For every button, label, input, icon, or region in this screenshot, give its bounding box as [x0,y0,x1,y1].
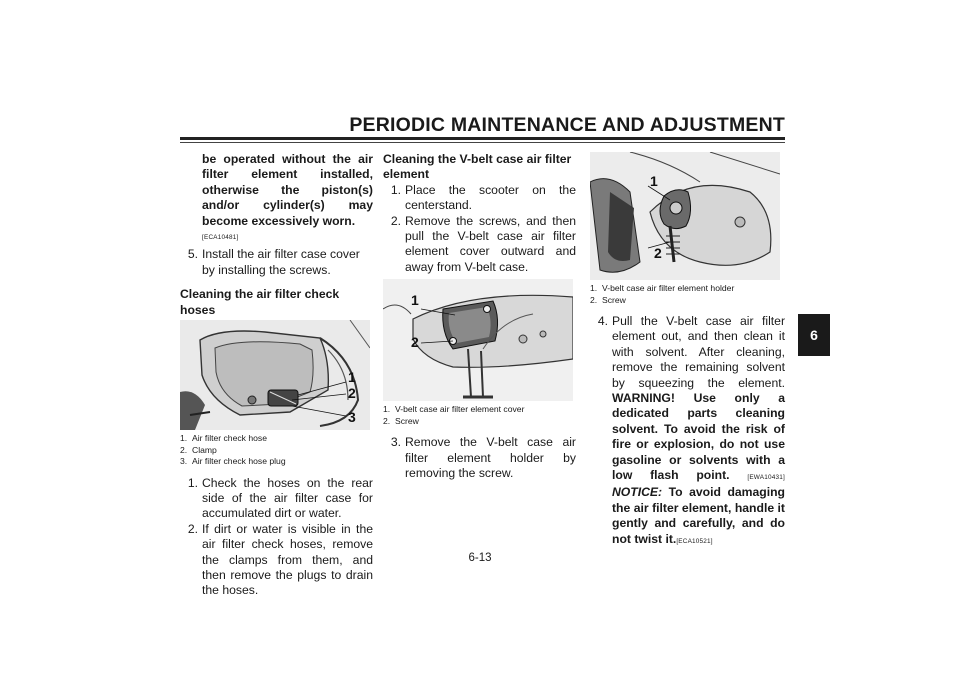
column-3 [590,152,785,549]
caption-text: Air filter check hose plug [192,456,286,467]
section-heading-vbelt: Cleaning the V-belt case air filter element [383,152,572,182]
step-number: 3. [390,435,401,450]
step-text: Remove the screws, and then pull the V-belt case air filter element cover outward and away from V-belt case. [405,213,576,274]
header-rule-thin [180,142,785,143]
column-1 [180,152,373,599]
callout-1: 1 [650,173,658,189]
caption-item [590,295,785,307]
callout-2: 2 [348,385,356,402]
caption-item [180,433,373,445]
step-3 [383,435,576,481]
caption-text: Clamp [192,444,217,455]
caption-num: 2. [383,415,391,426]
step-2 [180,522,373,599]
step-number: 2. [390,213,401,228]
photo-illustration [180,320,370,430]
step-number: 4. [597,314,608,328]
step-text [612,314,785,549]
warning-code: [ECA10481] [202,234,239,242]
step-2 [383,214,576,276]
callout-1: 1 [411,292,419,309]
step-number: 5. [187,247,198,262]
caption-text: Screw [602,294,626,305]
step-text: If dirt or water is visible in the air filter check hoses, remove the clamps from them, and then remove the plugs to drain the hoses. [202,521,373,598]
header-rule-thick [180,137,785,140]
caption-num: 1. [180,433,188,444]
page-number: 6-13 [468,552,492,564]
steps-list [180,476,373,599]
caption-item [180,445,373,457]
caption-num: 2. [180,444,188,455]
caption-item [383,416,576,428]
step-4-body: Pull the V-belt case air filter element out, and then clean it with solvent. After cleaning, remove the remaining solvent by squeezing the element. [612,314,785,390]
step-1 [180,476,373,522]
caption-item [383,404,576,416]
step-number: 2. [187,521,198,536]
step-4 [590,314,785,549]
step-text: Place the scooter on the centerstand. [405,182,576,213]
caption-num: 1. [383,404,391,415]
notice-text: To avoid damaging the air filter element, handle it gently and carefully, and do not twist it. [612,485,785,546]
step-text: Install the air filter case cover by installing the screws. [202,247,360,277]
callout-2: 2 [411,334,419,351]
notice-label: NOTICE: [612,485,663,500]
caption-num: 3. [180,456,188,467]
warning-code: [EWA10431] [747,474,785,482]
chapter-tab[interactable]: 6 [798,314,830,356]
caption-text: V-belt case air filter element holder [602,283,735,293]
figure-caption-1 [180,433,373,468]
warning-label: WARNING! [612,391,675,406]
step-text: Remove the V-belt case air filter element holder by removing the screw. [405,435,576,481]
callout-3: 3 [348,409,356,426]
callout-2: 2 [654,245,662,261]
figure-air-filter-check-hose [180,320,370,430]
step-text: Check the hoses on the rear side of the air filter case for accumulated dirt or water. [202,475,373,521]
notice-code: [ECA10521] [676,537,713,545]
figure-caption-3 [590,283,785,306]
warning-continuation: be operated without the air filter element installed, otherwise the piston(s) and/or cylinder(s) may become excessively worn. [202,152,373,228]
step-5 [180,247,373,278]
caption-text: Screw [395,415,419,426]
caption-num: 1. [590,283,598,293]
step-1 [383,183,576,214]
figure-vbelt-holder [590,152,780,280]
callout-1: 1 [348,369,356,386]
figure-vbelt-cover [383,279,573,401]
figure-caption-2 [383,404,576,427]
caption-text: Air filter check hose [192,433,267,444]
caption-text: V-belt case air filter element cover [395,404,525,415]
photo-illustration [590,152,780,280]
step-number: 1. [187,475,198,490]
column-2 [383,152,576,481]
caption-num: 2. [590,294,598,305]
caption-item [590,283,785,295]
page-header-title: PERIODIC MAINTENANCE AND ADJUSTMENT [349,114,785,136]
warning-text: Use only a dedicated parts cleaning solvent. To avoid the risk of fire or explosion, do not use gasoline or solvents with a low flash point. [612,391,786,483]
step-number: 1. [390,182,401,197]
caption-item [180,456,373,468]
section-heading-check-hoses: Cleaning the air filter check hoses [180,287,340,317]
